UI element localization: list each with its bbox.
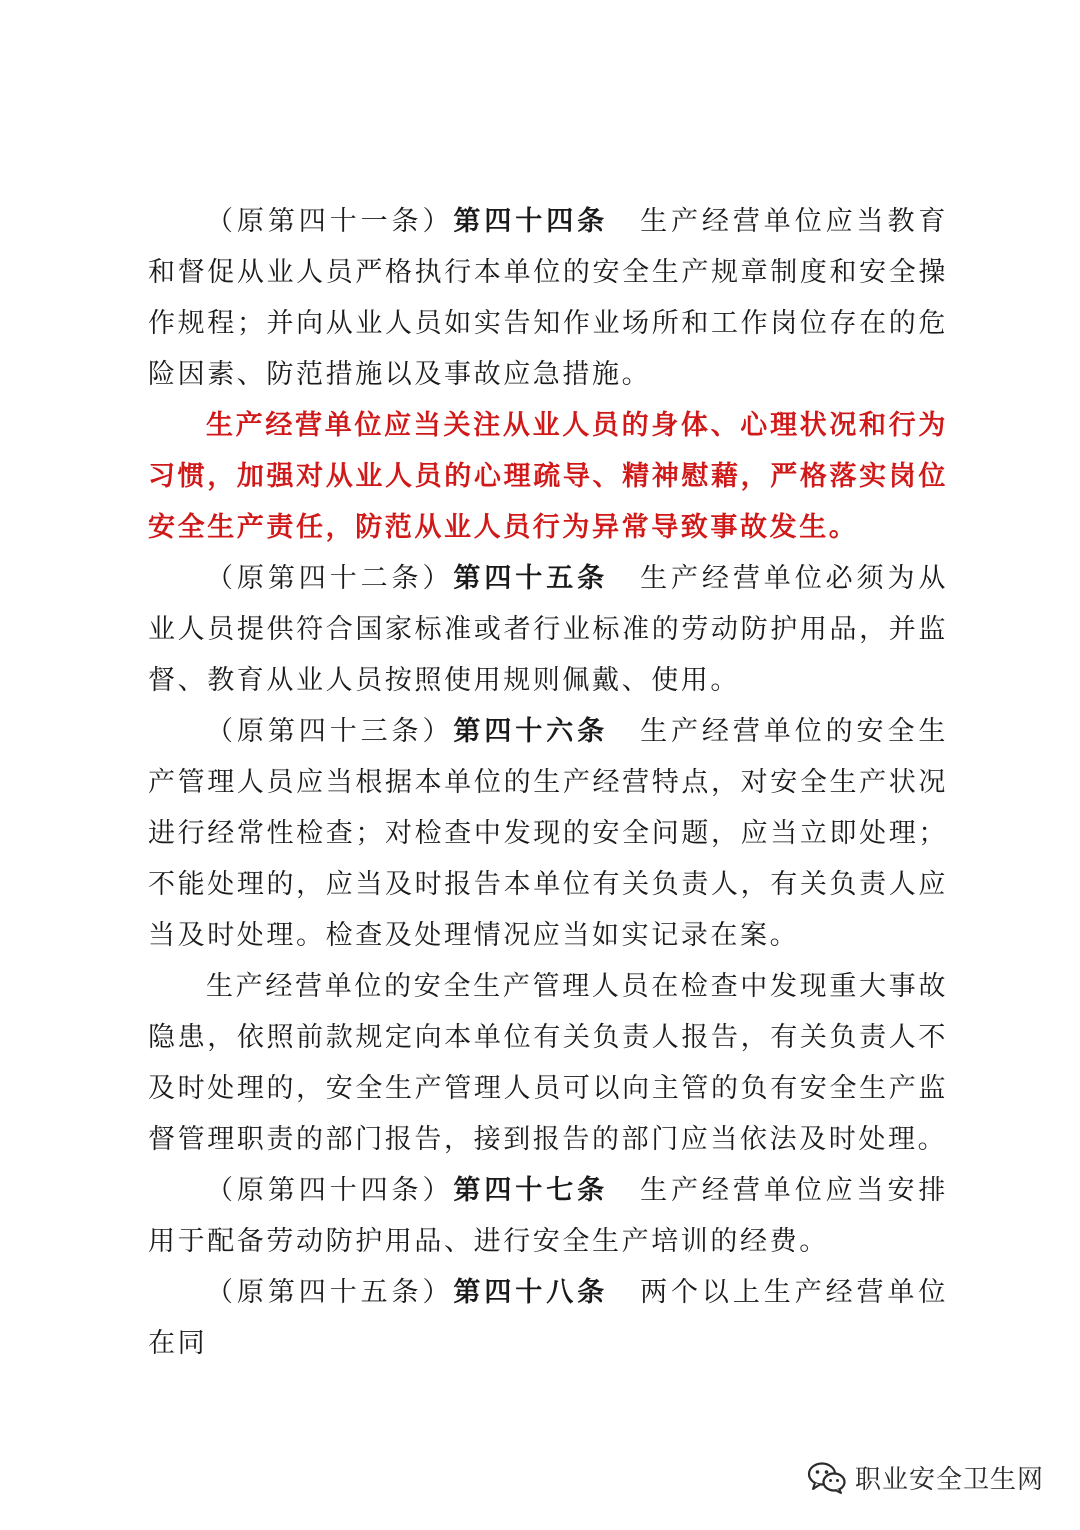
paragraph-text: 两个以上生产经营单位在同	[148, 1277, 949, 1359]
article-number: 第四十四条	[453, 206, 609, 237]
document-body	[148, 196, 948, 1369]
highlighted-text: 生产经营单位应当关注从业人员的身体、心理状况和行为习惯，加强对从业人员的心理疏导、精神慰藉，严格落实岗位安全生产责任，防范从业人员行为异常导致事故发生。	[148, 410, 948, 543]
wechat-icon	[807, 1461, 847, 1495]
paragraph-art45	[148, 553, 948, 706]
original-article-ref: （原第四十三条）	[206, 716, 454, 747]
watermark	[807, 1459, 1044, 1496]
article-number: 第四十五条	[453, 563, 609, 594]
paragraph-art48	[148, 1267, 948, 1369]
paragraph-art46	[148, 706, 948, 961]
original-article-ref: （原第四十二条）	[206, 563, 454, 594]
watermark-label: 职业安全卫生网	[854, 1465, 1044, 1495]
paragraph-text: 生产经营单位应当教育和督促从业人员严格执行本单位的安全生产规章制度和安全操作规程；并向从业人员如实告知作业场所和工作岗位存在的危险因素、防范措施以及事故应急措施。	[148, 206, 949, 390]
paragraph-art46-second	[148, 961, 948, 1165]
original-article-ref: （原第四十五条）	[206, 1277, 454, 1308]
paragraph-text: 生产经营单位的安全生产管理人员在检查中发现重大事故隐患，依照前款规定向本单位有关负责人报告，有关负责人不及时处理的，安全生产管理人员可以向主管的负有安全生产监督管理职责的部门报告，接到报告的部门应当依法及时处理。	[148, 971, 948, 1155]
original-article-ref: （原第四十四条）	[206, 1175, 454, 1206]
paragraph-art44	[148, 196, 948, 400]
article-number: 第四十六条	[453, 716, 609, 747]
article-number: 第四十八条	[453, 1277, 609, 1308]
paragraph-text: 生产经营单位的安全生产管理人员应当根据本单位的生产经营特点，对安全生产状况进行经常性检查；对检查中发现的安全问题，应当立即处理；不能处理的，应当及时报告本单位有关负责人，有关负责人应当及时处理。检查及处理情况应当如实记录在案。	[148, 716, 949, 951]
paragraph-art47	[148, 1165, 948, 1267]
paragraph-art44-added	[148, 400, 948, 553]
article-number: 第四十七条	[453, 1175, 609, 1206]
paragraph-text: 生产经营单位应当安排用于配备劳动防护用品、进行安全生产培训的经费。	[148, 1175, 949, 1257]
original-article-ref: （原第四十一条）	[206, 206, 454, 237]
paragraph-text: 生产经营单位必须为从业人员提供符合国家标准或者行业标准的劳动防护用品，并监督、教育从业人员按照使用规则佩戴、使用。	[148, 563, 949, 696]
